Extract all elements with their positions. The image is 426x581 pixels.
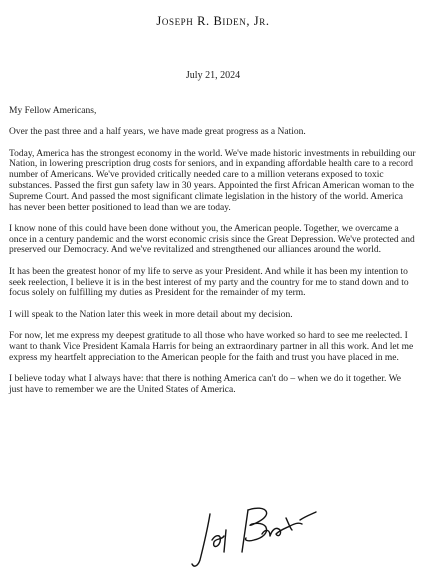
- paragraph-6: For now, let me express my deepest gratitude to all those who have worked so hard to see me reelected. I want to thank Vice President Kamala Harris for being an extraordinary partner in all this work. And let me express my heartfelt appreciation to the American people for the faith and trust you have placed in me.: [9, 330, 414, 363]
- letterhead: Joseph R. Biden, Jr.: [156, 14, 270, 28]
- handwritten-signature: [190, 500, 330, 572]
- letter-body: [9, 106, 417, 406]
- paragraph-2: Today, America has the strongest economy in the world. We've made historic investments in rebuilding our Nation, in lowering prescription drug costs for seniors, and in expanding affordable health care to a record number of Americans. We've provided critically needed care to a million veterans exposed to toxic substances. Passed the first gun safety law in 30 years. Appointed the first African American woman to the Supreme Court. And passed the most significant climate legislation in the history of the world. America has never been better positioned to lead than we are today.: [9, 148, 416, 213]
- letter-date: July 21, 2024: [185, 70, 241, 81]
- paragraph-4: It has been the greatest honor of my life to serve as your President. And while it has been my intention to seek reelection, I believe it is in the best interest of my party and the country for me to stand down and to focus solely on fulfilling my duties as President for the remainder of my term.: [9, 266, 409, 299]
- paragraph-3: I know none of this could have been done without you, the American people. Together, we overcame a once in a century pandemic and the worst economic crisis since the Great Depression. We've protected and preserved our Democracy. And we've revitalized and strengthened our alliances around the world.: [9, 223, 415, 256]
- paragraph-1: Over the past three and a half years, we have made great progress as a Nation.: [9, 127, 306, 138]
- paragraph-5: I will speak to the Nation later this week in more detail about my decision.: [9, 309, 293, 320]
- salutation: My Fellow Americans,: [9, 106, 97, 116]
- paragraph-7: I believe today what I always have: that there is nothing America can't do – when we do it together. We just have to remember we are the United States of America.: [9, 373, 402, 395]
